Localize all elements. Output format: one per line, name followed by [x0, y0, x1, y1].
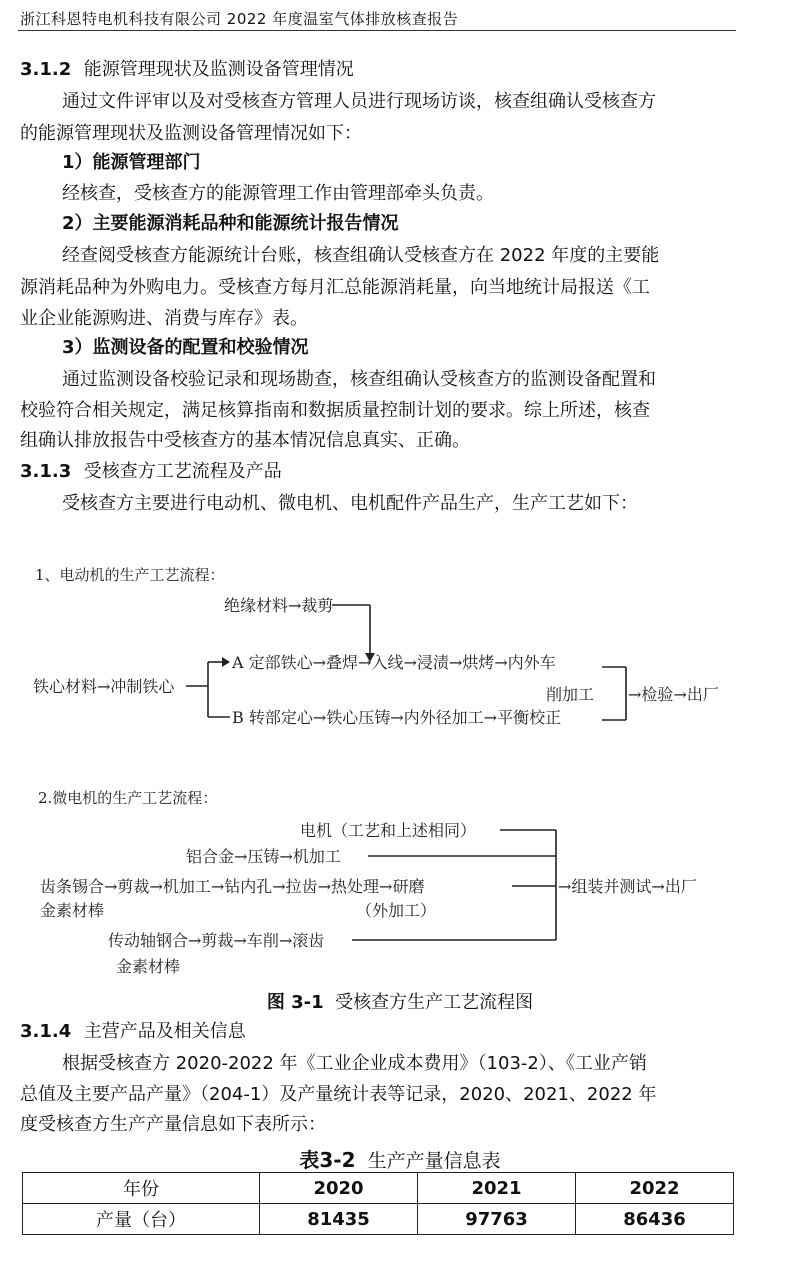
table-title: [0, 1144, 800, 1173]
flow2-outsourced: （外加工）: [356, 901, 437, 920]
table-header-cell: 2020: [260, 1173, 418, 1204]
table-label: 表3-2: [299, 1148, 356, 1172]
section-number: 3.1.3: [20, 461, 72, 482]
paragraph-line: 度受核查方生产产量信息如下表所示：: [20, 1114, 326, 1135]
flow2-gear-line2: 金素材棒: [40, 901, 105, 920]
subheading-energy-types: 2）主要能源消耗品种和能源统计报告情况: [62, 213, 399, 234]
section-number: 3.1.4: [20, 1021, 72, 1042]
flow1-input: 铁心材料→冲制铁心: [33, 677, 175, 696]
paragraph-line: 业企业能源购进、消费与库存》表。: [20, 308, 308, 329]
paragraph-line: 组确认排放报告中受核查方的基本情况信息真实、正确。: [20, 430, 470, 451]
flow1-machining-tail: 削加工: [546, 685, 595, 704]
table-header-cell: 年份: [23, 1173, 260, 1204]
flow1-insulation: 绝缘材料→裁剪: [224, 596, 334, 615]
figure-label: 图 3-1: [266, 992, 324, 1013]
page-header: 浙江科恩特电机科技有限公司 2022 年度温室气体排放核查报告: [20, 10, 459, 28]
flow1-b-branch: B 转部定心→铁心压铸→内外径加工→平衡校正: [232, 708, 562, 727]
table-cell: 81435: [260, 1204, 418, 1235]
table-header-cell: 2021: [418, 1173, 576, 1204]
flow2-aluminum: 铝合金→压铸→机加工: [186, 847, 341, 866]
table-cell: 86436: [576, 1204, 734, 1235]
figure-title: 受核查方生产工艺流程图: [335, 992, 534, 1013]
paragraph-line: 源消耗品种为外购电力。受核查方每月汇总能源消耗量，向当地统计局报送《工: [20, 277, 650, 298]
paragraph-line: 经核查，受核查方的能源管理工作由管理部牵头负责。: [62, 183, 494, 204]
table-row: [23, 1204, 734, 1235]
flow2-title: 2.微电机的生产工艺流程：: [38, 789, 218, 807]
flow2-shaft-line: 传动轴钢合→剪裁→车削→滚齿: [108, 931, 325, 950]
section-3-1-4-heading: [20, 1020, 246, 1044]
table-header-cell: 2022: [576, 1173, 734, 1204]
flow2-motor: 电机（工艺和上述相同）: [300, 821, 477, 840]
section-title: 受核查方工艺流程及产品: [83, 461, 282, 482]
paragraph-line: 根据受核查方 2020-2022 年《工业企业成本费用》（103-2）、《工业产销: [62, 1053, 647, 1074]
table-header-row: [23, 1173, 734, 1204]
flow1-output: →检验→出厂: [628, 685, 719, 704]
paragraph-line: 经查阅受核查方能源统计台账，核查组确认受核查方在 2022 年度的主要能: [62, 245, 660, 266]
paragraph-line: 总值及主要产品产量》（204-1）及产量统计表等记录，2020、2021、2022 年: [20, 1084, 657, 1105]
table-name: 生产产量信息表: [367, 1150, 501, 1172]
flow2-gear-line: 齿条锡合→剪裁→机加工→钻内孔→拉齿→热处理→研磨: [40, 877, 425, 896]
flow1-a-branch: A 定部铁心→叠焊→入线→浸渍→烘烤→内外车: [232, 653, 556, 672]
subheading-energy-dept: 1）能源管理部门: [62, 152, 201, 173]
paragraph-line: 通过监测设备校验记录和现场勘查，核查组确认受核查方的监测设备配置和: [62, 369, 656, 390]
flow1-title: 1、电动机的生产工艺流程：: [35, 566, 225, 584]
table-row-label: 产量（台）: [23, 1204, 260, 1235]
paragraph-line: 校验符合相关规定，满足核算指南和数据质量控制计划的要求。综上所述，核查: [20, 400, 650, 421]
production-table: [22, 1172, 734, 1235]
paragraph-line: 通过文件评审以及对受核查方管理人员进行现场访谈，核查组确认受核查方: [62, 91, 656, 112]
flow2-shaft-line2: 金素材棒: [116, 957, 181, 976]
figure-caption: [0, 988, 800, 1014]
paragraph-line: 的能源管理现状及监测设备管理情况如下：: [20, 123, 362, 144]
section-title: 能源管理现状及监测设备管理情况: [83, 59, 354, 80]
subheading-monitoring: 3）监测设备的配置和校验情况: [62, 337, 309, 358]
flow2-output: →组装并测试→出厂: [558, 877, 697, 896]
table-cell: 97763: [418, 1204, 576, 1235]
section-title: 主营产品及相关信息: [83, 1021, 246, 1042]
paragraph-line: 受核查方主要进行电动机、微电机、电机配件产品生产，生产工艺如下：: [62, 493, 638, 514]
section-number: 3.1.2: [20, 59, 72, 80]
